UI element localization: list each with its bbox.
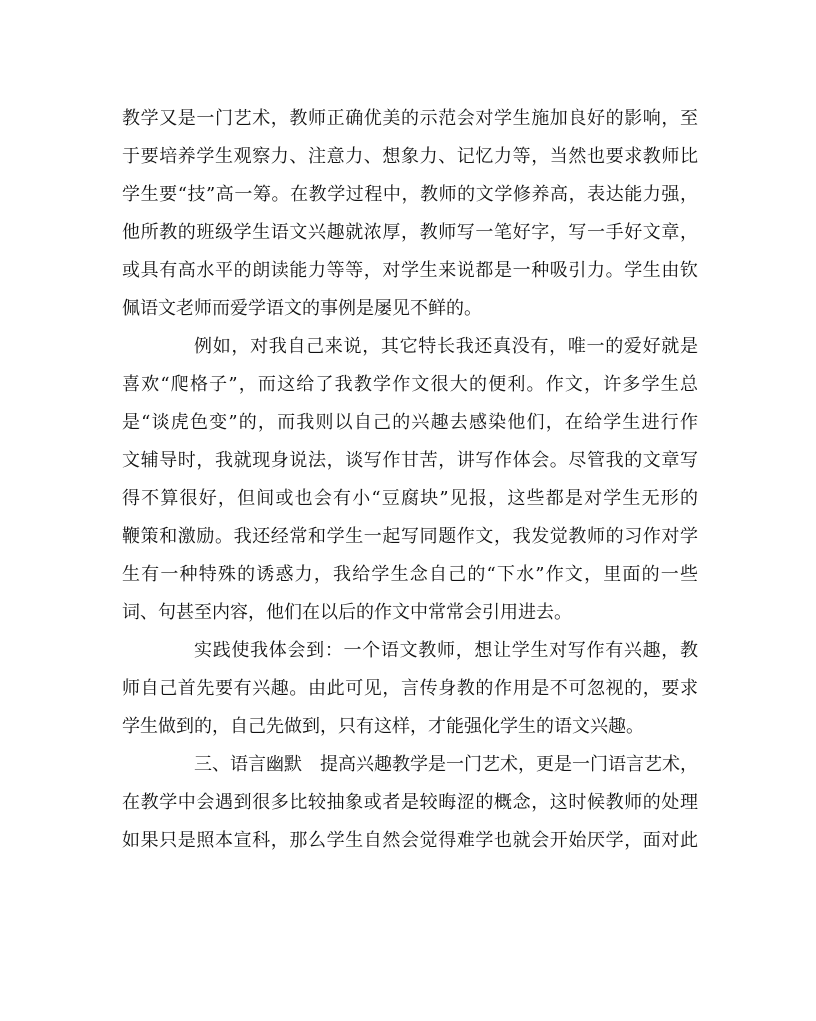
text-line: 三、语言幽默 提高兴趣教学是一门艺术，更是一门语言艺术， [194, 754, 698, 775]
body-text [122, 100, 698, 860]
text-line: 佩语文老师而爱学语文的事例是屡见不鲜的。 [122, 298, 482, 319]
text-line: 学生要“技”高一筹。在教学过程中，教师的文学修养高，表达能力强， [122, 184, 698, 205]
text-line: 于要培养学生观察力、注意力、想象力、记忆力等，当然也要求教师比 [122, 146, 698, 167]
text-line: 教学又是一门艺术，教师正确优美的示范会对学生施加良好的影响，至 [122, 108, 698, 129]
text-line: 他所教的班级学生语文兴趣就浓厚，教师写一笔好字，写一手好文章， [122, 222, 698, 243]
text-line: 生有一种特殊的诱惑力，我给学生念自己的“下水”作文，里面的一些 [122, 564, 698, 585]
text-line: 喜欢“爬格子”，而这给了我教学作文很大的便利。作文，许多学生总 [122, 374, 698, 395]
text-line: 实践使我体会到：一个语文教师，想让学生对写作有兴趣，教 [194, 640, 698, 661]
text-line: 学生做到的，自己先做到，只有这样，才能强化学生的语文兴趣。 [122, 716, 644, 737]
text-line: 师自己首先要有兴趣。由此可见，言传身教的作用是不可忽视的，要求 [122, 678, 698, 699]
text-line: 鞭策和激励。我还经常和学生一起写同题作文，我发觉教师的习作对学 [122, 526, 698, 547]
text-line: 是“谈虎色变”的，而我则以自己的兴趣去感染他们，在给学生进行作 [122, 412, 698, 433]
text-line: 例如，对我自己来说，其它特长我还真没有，唯一的爱好就是 [194, 336, 698, 357]
text-line: 文辅导时，我就现身说法，谈写作甘苦，讲写作体会。尽管我的文章写 [122, 450, 698, 471]
text-line: 词、句甚至内容，他们在以后的作文中常常会引用进去。 [122, 602, 572, 623]
text-line: 或具有高水平的朗读能力等等，对学生来说都是一种吸引力。学生由钦 [122, 260, 698, 281]
text-line: 得不算很好，但间或也会有小“豆腐块”见报，这些都是对学生无形的 [122, 488, 698, 509]
text-line: 在教学中会遇到很多比较抽象或者是较晦涩的概念，这时候教师的处理 [122, 792, 698, 813]
text-line: 如果只是照本宣科，那么学生自然会觉得难学也就会开始厌学，面对此 [122, 830, 698, 851]
